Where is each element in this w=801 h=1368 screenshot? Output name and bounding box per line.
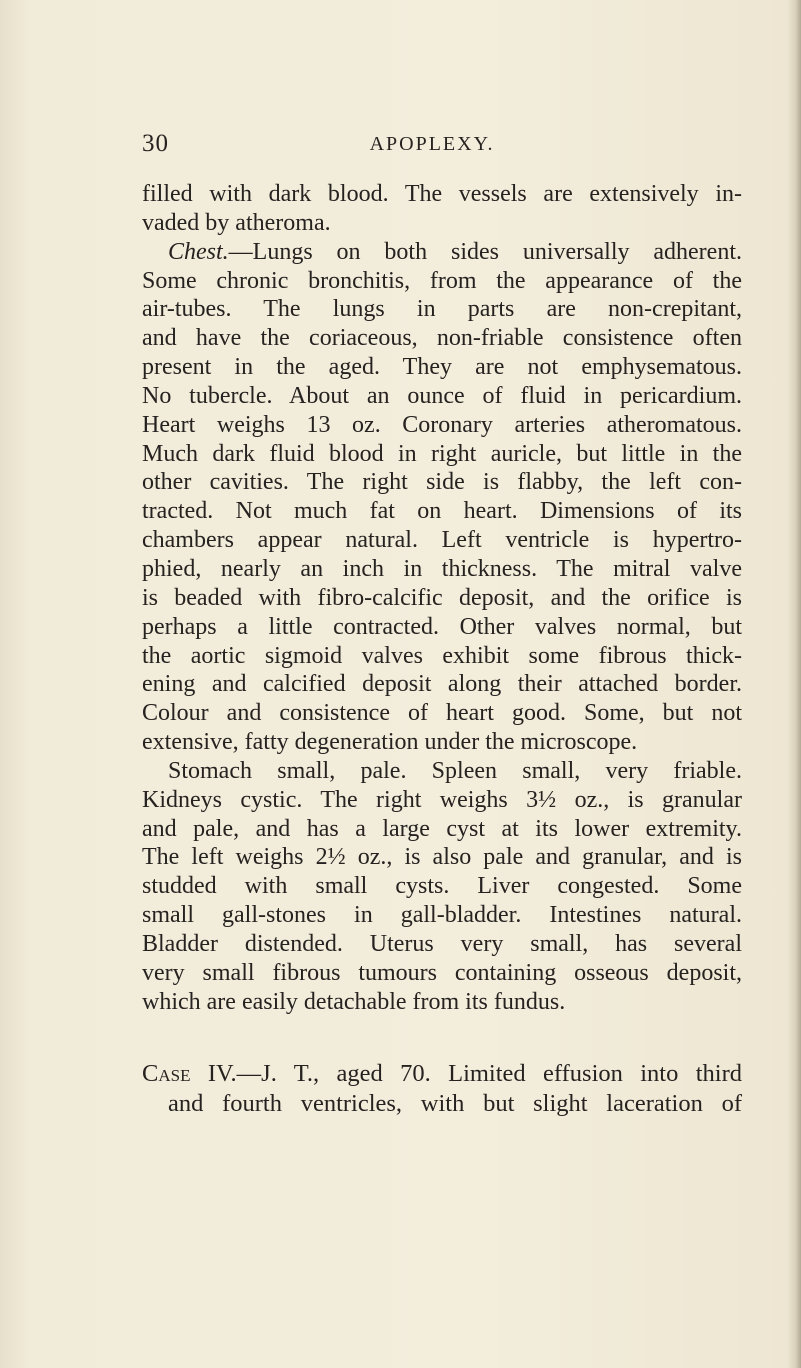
- text-line: other cavities. The right side is flabby, the left con-: [142, 469, 742, 496]
- text-run: —J. T., aged 70. Limited effusion into third: [236, 1060, 742, 1087]
- text-line: Bladder distended. Uterus very small, has several: [142, 930, 742, 957]
- text-line: small gall-stones in gall-bladder. Intestines natural.: [142, 902, 742, 929]
- running-head: APOPLEXY.: [369, 133, 495, 155]
- text-line: vaded by atheroma.: [142, 209, 331, 236]
- text-line: tracted. Not much fat on heart. Dimensions of its: [142, 498, 742, 525]
- text-line: and have the coriaceous, non-friable consistence often: [142, 325, 742, 352]
- text-line: Kidneys cystic. The right weighs 3½ oz., is granular: [142, 786, 742, 813]
- text-line: The left weighs 2½ oz., is also pale and granular, and is: [142, 844, 742, 871]
- text-line: [142, 1059, 742, 1089]
- text-line: very small fibrous tumours containing osseous deposit,: [142, 959, 742, 986]
- page-number: 30: [142, 130, 169, 157]
- page-header: [142, 130, 722, 164]
- text-line: the aortic sigmoid valves exhibit some fibrous thick-: [142, 642, 742, 669]
- text-line: phied, nearly an inch in thickness. The mitral valve: [142, 555, 742, 582]
- text-line: chambers appear natural. Left ventricle is hypertro-: [142, 527, 742, 554]
- section-label-chest: Chest.: [168, 238, 229, 265]
- text-line: Colour and consistence of heart good. Some, but not: [142, 700, 742, 727]
- text-line: which are easily detachable from its fundus.: [142, 988, 566, 1015]
- text-line: perhaps a little contracted. Other valves normal, but: [142, 613, 742, 640]
- text-line: and fourth ventricles, with but slight laceration of: [168, 1089, 742, 1117]
- text-line: and pale, and has a large cyst at its lower extremity.: [142, 815, 742, 842]
- text-line: studded with small cysts. Liver congested. Some: [142, 873, 742, 900]
- text-line: extensive, fatty degeneration under the microscope.: [142, 729, 638, 756]
- page-edge-shadow: [787, 0, 801, 1368]
- case-heading-block: [142, 1059, 742, 1118]
- body-text: [142, 180, 742, 1016]
- text-line: Some chronic bronchitis, from the appearance of the: [142, 267, 742, 294]
- text-line: Much dark fluid blood in right auricle, but little in the: [142, 440, 742, 467]
- text-run: —Lungs on both sides universally adherent.: [228, 238, 742, 265]
- text-line: [142, 238, 742, 267]
- text-line: air-tubes. The lungs in parts are non-crepitant,: [142, 296, 742, 323]
- text-line: filled with dark blood. The vessels are extensively in-: [142, 181, 742, 207]
- text-line: is beaded with fibro-calcific deposit, and the orifice is: [142, 584, 742, 611]
- text-line: No tubercle. About an ounce of fluid in pericardium.: [142, 382, 742, 409]
- text-line: present in the aged. They are not emphysematous.: [142, 354, 742, 381]
- text-line: Heart weighs 13 oz. Coronary arteries atheromatous.: [142, 411, 742, 438]
- text-line: ening and calcified deposit along their attached border.: [142, 671, 742, 698]
- text-line: Stomach small, pale. Spleen small, very friable.: [168, 757, 742, 784]
- case-label: Case IV.: [142, 1060, 237, 1087]
